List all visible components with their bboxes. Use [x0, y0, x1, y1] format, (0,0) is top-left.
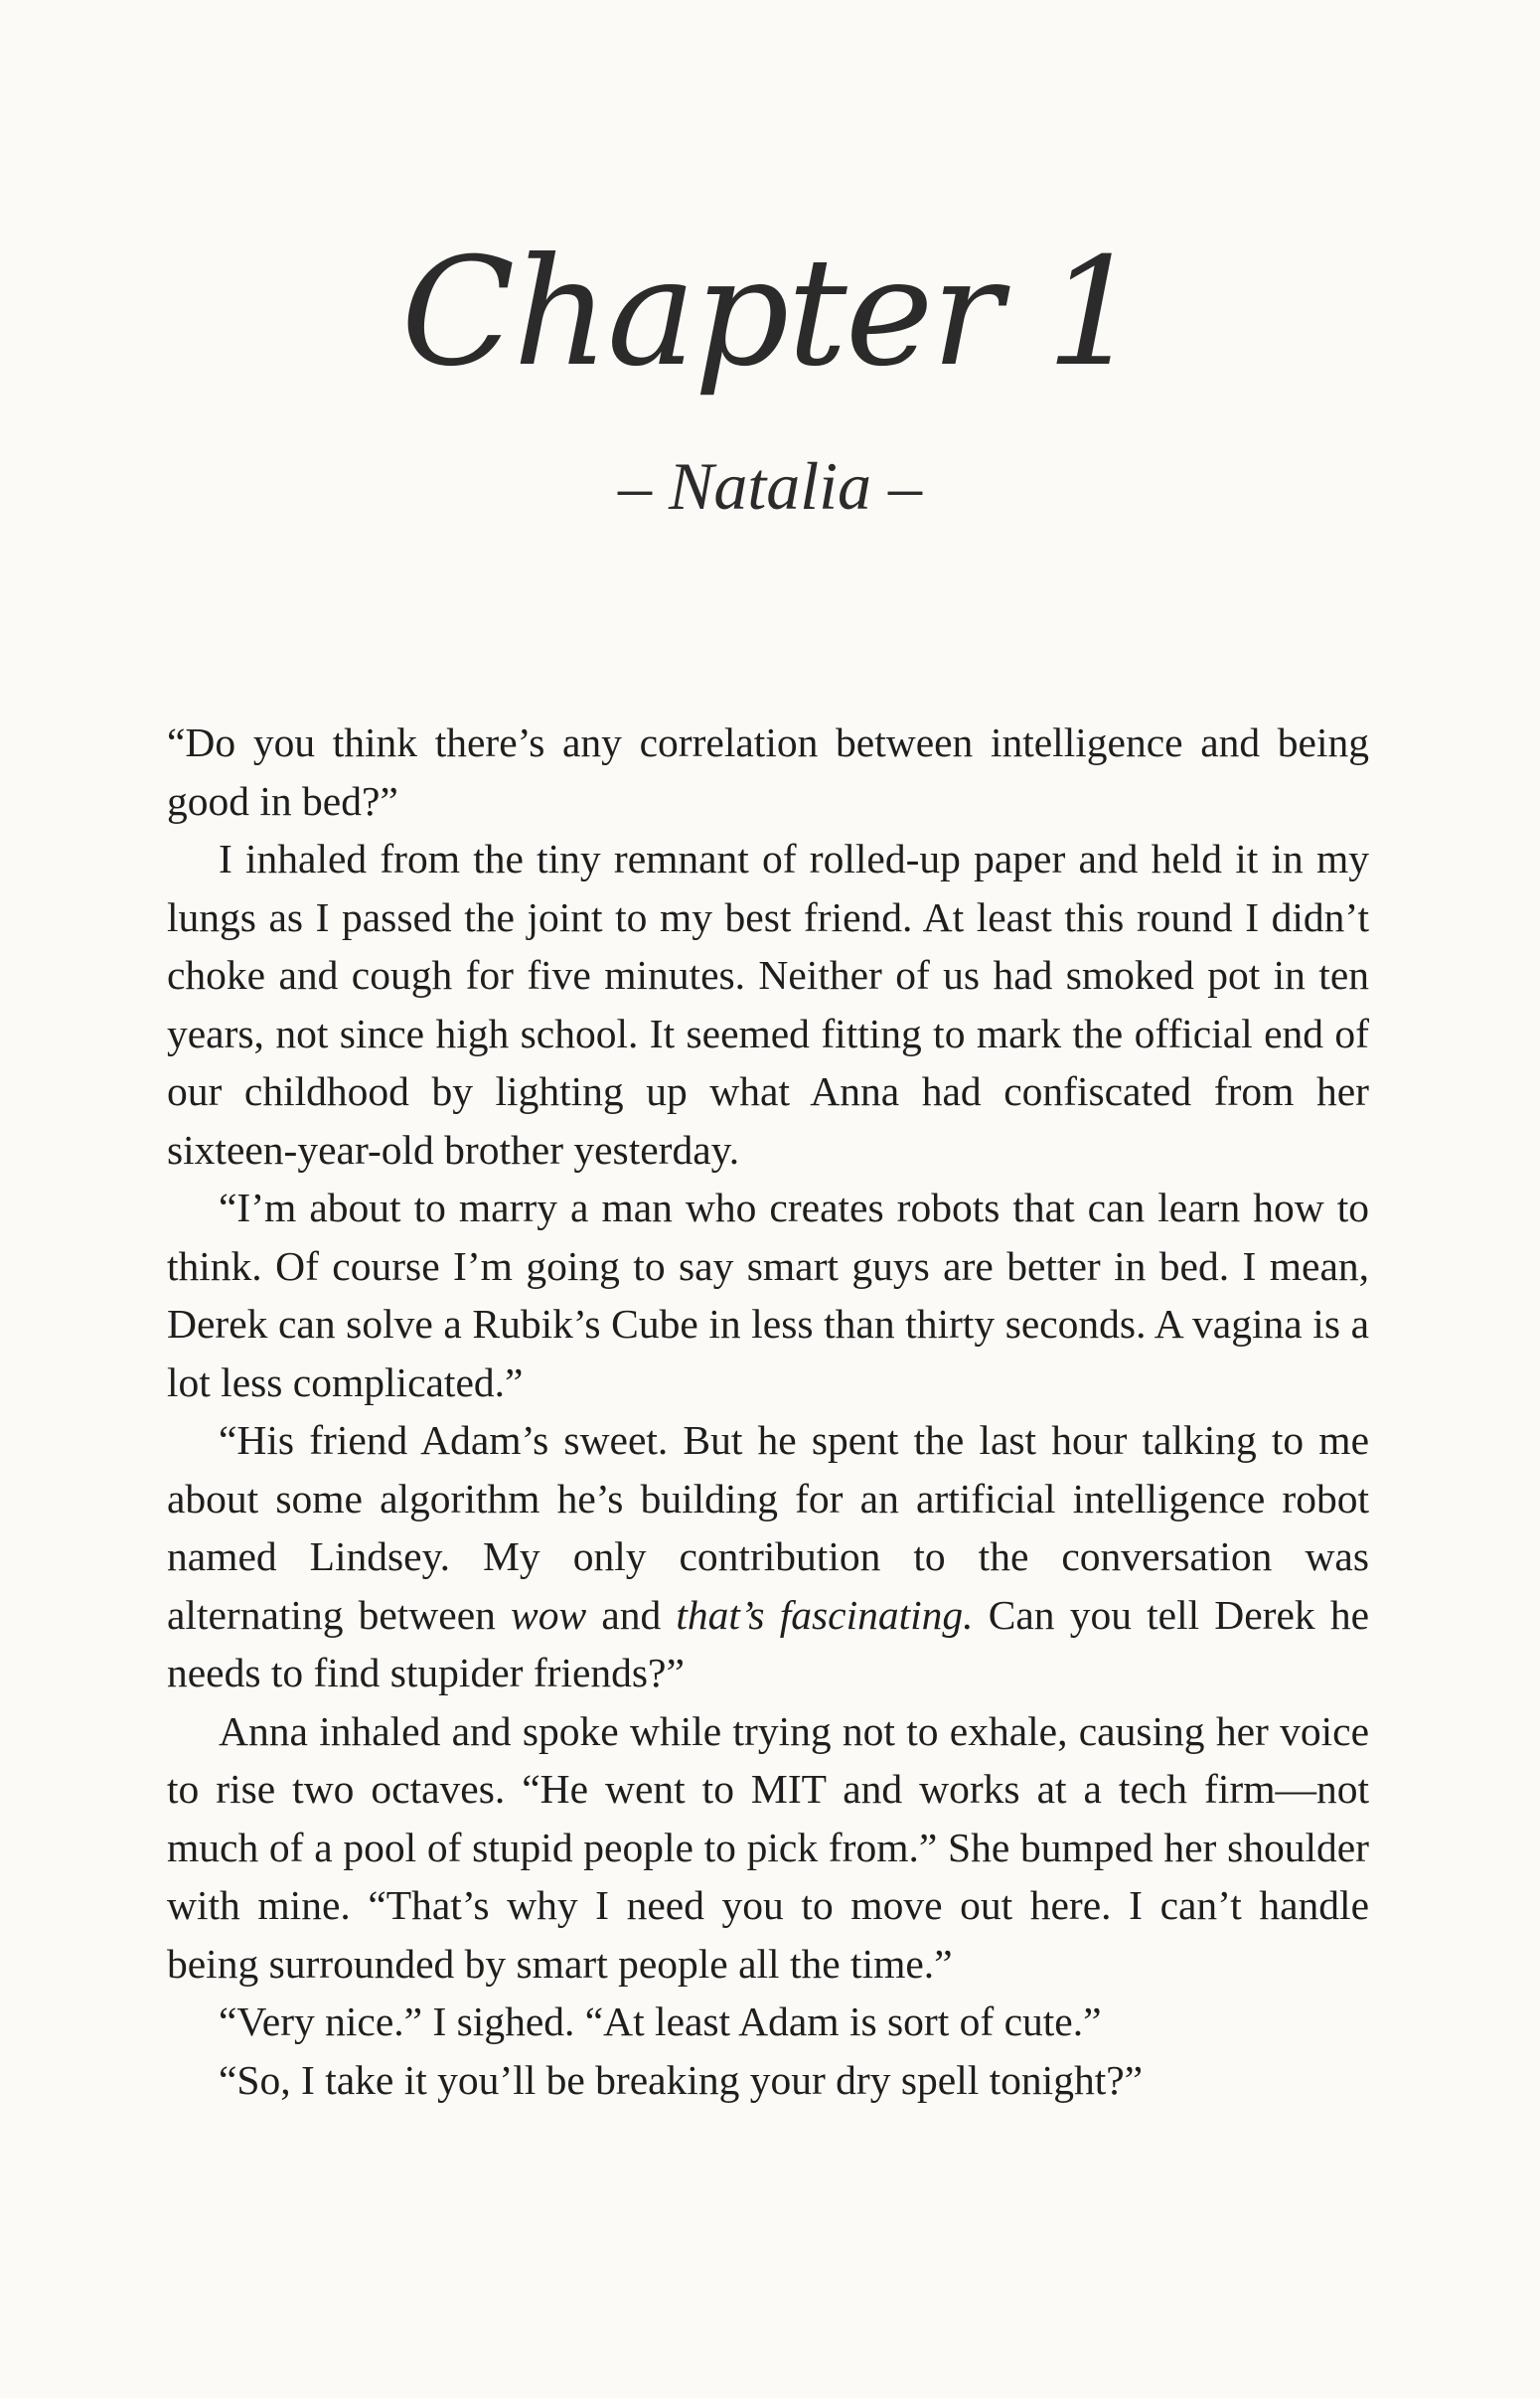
paragraph: Anna inhaled and spoke while trying not to exhale, causing her voice to rise two octaves. “He went to MIT and works at a tech firm—not much of a pool of stupid people to pick from.” She bumped her shoulder with mine. “That’s why I need you to move out here. I can’t handle being surrounded by smart people all the time.” — [167, 1707, 1369, 1987]
paragraph-text: “His friend Adam’s sweet. But he spent the last hour talking to me about some algorithm he’s building for an artificial intelligence robot named Lindsey. My only contribution to the conversation was alternating between — [167, 1417, 1369, 1638]
chapter-body — [167, 714, 1369, 2109]
paragraph: “So, I take it you’ll be breaking your dry spell tonight?” — [219, 2056, 1144, 2103]
paragraph: I inhaled from the tiny remnant of rolled-up paper and held it in my lungs as I passed the joint to my best friend. At least this round I didn’t choke and cough for five minutes. Neither of us had smoked pot in ten years, not since high school. It seemed fitting to mark the official end of our childhood by lighting up what Anna had confiscated from her sixteen-year-old brother yesterday. — [167, 836, 1369, 1173]
paragraph: “Do you think there’s any correlation between intelligence and being good in bed?” — [167, 719, 1369, 824]
paragraph — [167, 1411, 1369, 1702]
italic-word: wow — [511, 1591, 587, 1638]
chapter-heading: Chapter 1 — [400, 227, 1140, 400]
italic-phrase: that’s fascinating. — [676, 1591, 974, 1638]
paragraph: “I’m about to marry a man who creates robots that can learn how to think. Of course I’m going to say smart guys are better in bed. I mean, Derek can solve a Rubik’s Cube in less than thirty seconds. A vagina is a lot less complicated.” — [167, 1185, 1369, 1405]
pov-character-name: – Natalia – — [617, 448, 923, 524]
paragraph: “Very nice.” I sighed. “At least Adam is sort of cute.” — [219, 1998, 1102, 2044]
paragraph-text: and — [586, 1591, 677, 1638]
paragraph-text: Can you tell Derek he needs to find stupider friends?” — [167, 1591, 1369, 1695]
